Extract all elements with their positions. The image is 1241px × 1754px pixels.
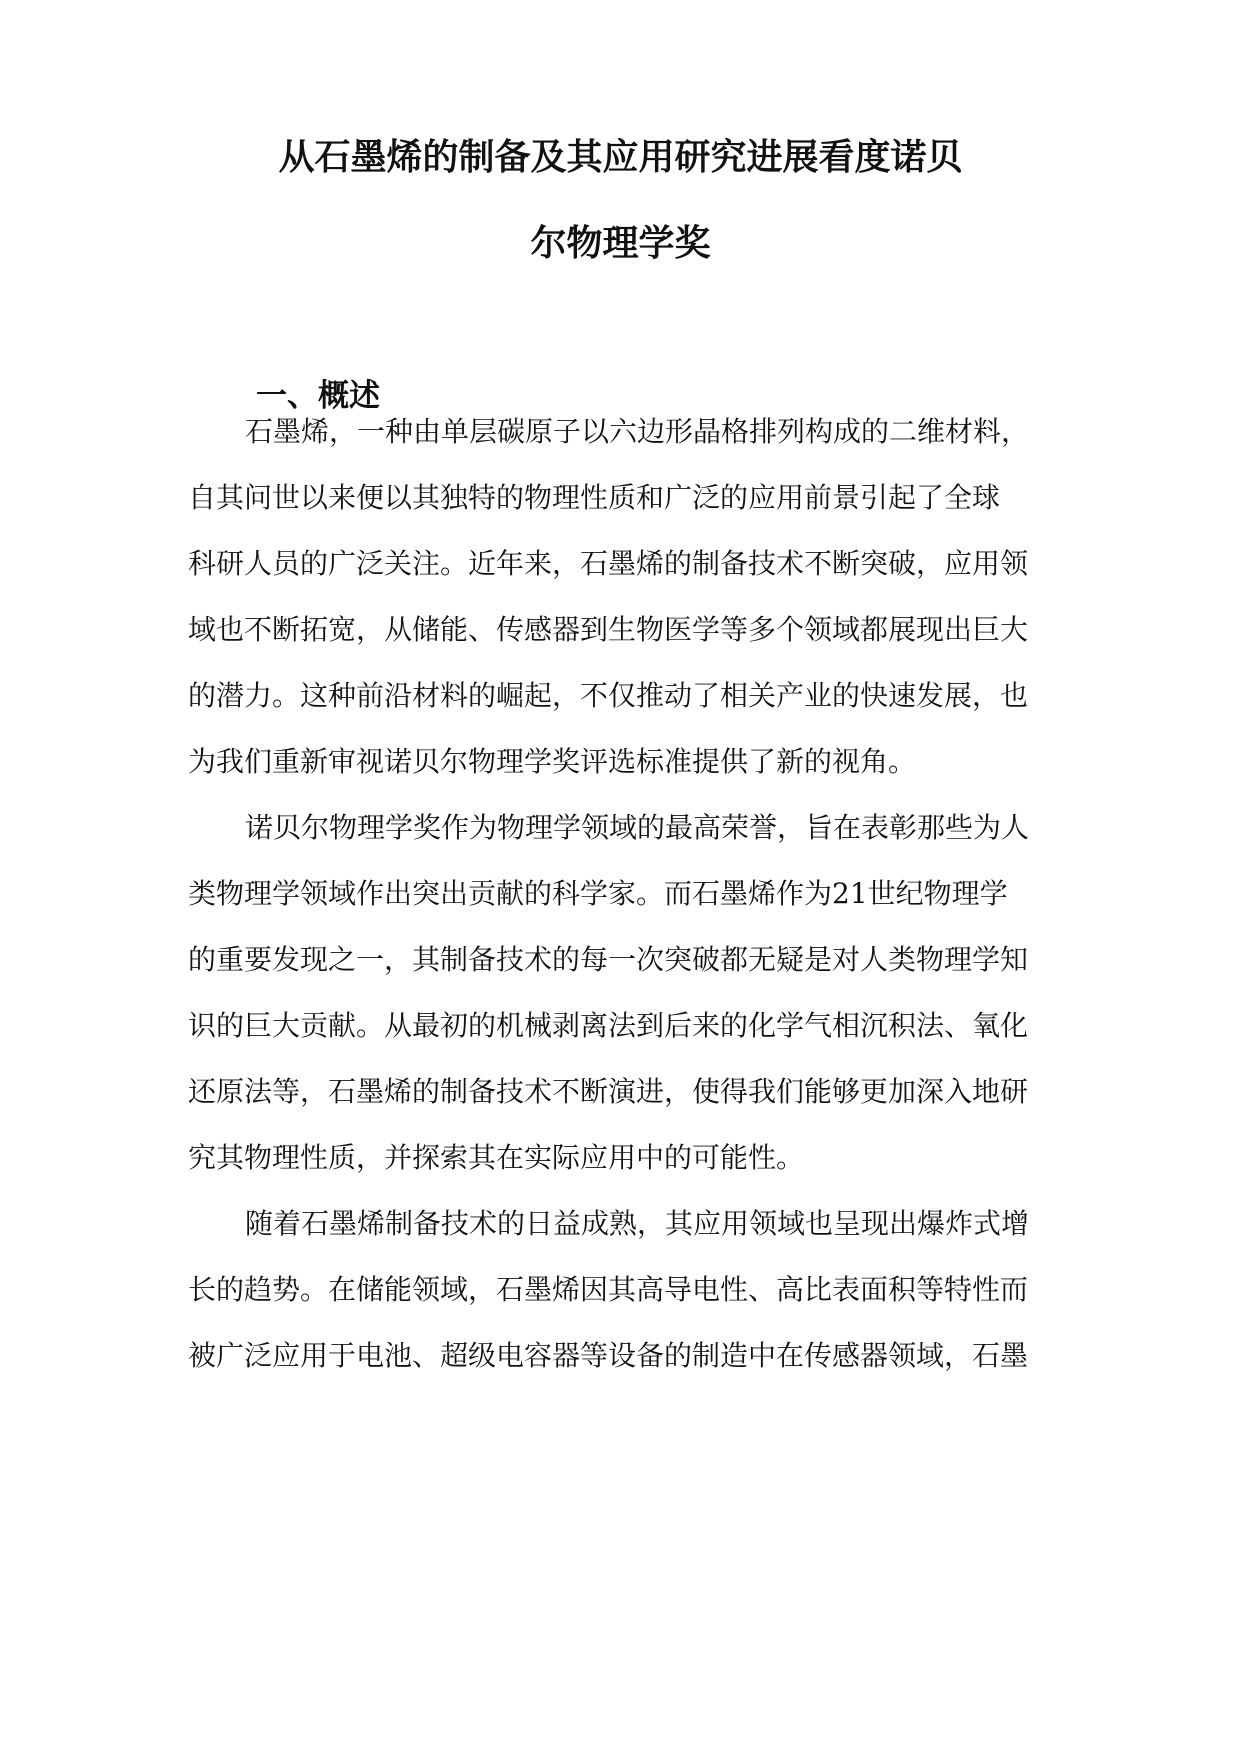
paragraph-2-line-5: 还原法等，石墨烯的制备技术不断演进，使得我们能够更加深入地研 — [188, 1075, 1029, 1108]
paragraph-1-line-1: 石墨烯，一种由单层碳原子以六边形晶格排列构成的二维材料， — [245, 415, 1030, 448]
paragraph-2-line-4: 识的巨大贡献。从最初的机械剥离法到后来的化学气相沉积法、氧化 — [188, 1009, 1029, 1042]
paragraph-2-line-3: 的重要发现之一，其制备技术的每一次突破都无疑是对人类物理学知 — [188, 943, 1029, 976]
paragraph-2-line-2: 类物理学领域作出突出贡献的科学家。而石墨烯作为21世纪物理学 — [188, 877, 1008, 910]
paragraph-1-line-6: 为我们重新审视诺贝尔物理学奖评选标准提供了新的视角。 — [188, 745, 917, 778]
paragraph-2-line-1: 诺贝尔物理学奖作为物理学领域的最高荣誉，旨在表彰那些为人 — [245, 811, 1030, 844]
paragraph-3-line-3: 被广泛应用于电池、超级电容器等设备的制造中在传感器领域，石墨 — [188, 1339, 1029, 1372]
paragraph-1-line-4: 域也不断拓宽，从储能、传感器到生物医学等多个领域都展现出巨大 — [188, 613, 1029, 646]
paragraph-1-line-5: 的潜力。这种前沿材料的崛起，不仅推动了相关产业的快速发展，也 — [188, 679, 1029, 712]
section-heading: 一、概述 — [256, 378, 380, 414]
document-title-line-2: 尔物理学奖 — [530, 223, 711, 264]
paragraph-2-line-6: 究其物理性质，并探索其在实际应用中的可能性。 — [188, 1141, 805, 1174]
paragraph-3-line-2: 长的趋势。在储能领域，石墨烯因其高导电性、高比表面积等特性而 — [188, 1273, 1029, 1306]
document-title-line-1: 从石墨烯的制备及其应用研究进展看度诺贝 — [278, 137, 963, 178]
paragraph-3-line-1: 随着石墨烯制备技术的日益成熟，其应用领域也呈现出爆炸式增 — [245, 1207, 1030, 1240]
paragraph-1-line-2: 自其问世以来便以其独特的物理性质和广泛的应用前景引起了全球 — [188, 481, 1001, 514]
paragraph-1-line-3: 科研人员的广泛关注。近年来，石墨烯的制备技术不断突破，应用领 — [188, 547, 1029, 580]
